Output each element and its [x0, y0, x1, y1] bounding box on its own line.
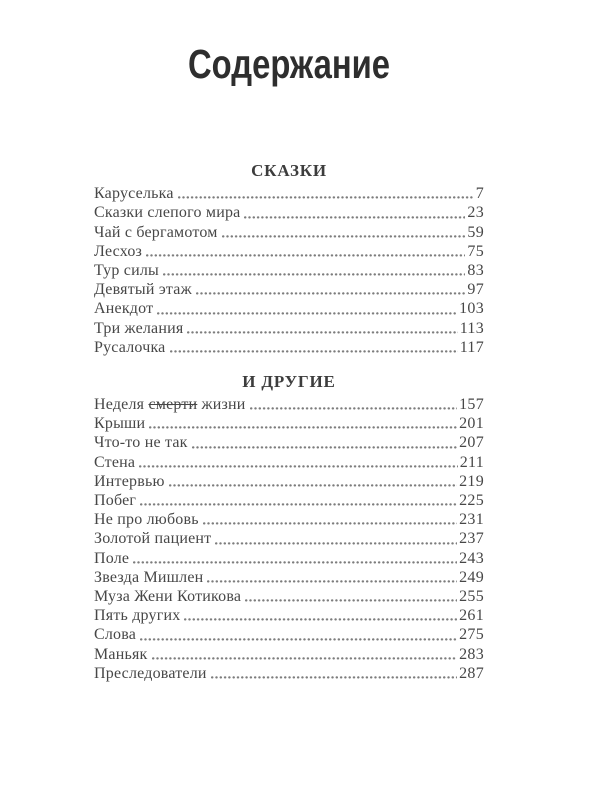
- entry-title: Сказки слепого мира: [94, 204, 241, 222]
- entry-page-number: 97: [467, 281, 484, 299]
- entry-title: Русалочка: [94, 338, 166, 356]
- toc-entry: [94, 242, 484, 261]
- dot-leader: [163, 273, 465, 276]
- dot-leader: [211, 676, 457, 679]
- entry-title: Интервью: [94, 472, 165, 490]
- toc-entry: [94, 529, 484, 548]
- toc-entry: [94, 549, 484, 568]
- entry-page-number: 275: [459, 626, 484, 644]
- entry-title: Золотой пациент: [94, 530, 212, 548]
- entry-title: Чай с бергамотом: [94, 223, 218, 241]
- entry-page-number: 113: [459, 319, 484, 337]
- dot-leader: [196, 292, 466, 295]
- toc-entry: [94, 491, 484, 510]
- entry-title: Анекдот: [94, 300, 154, 318]
- entry-page-number: 23: [467, 204, 484, 222]
- entry-page-number: 103: [459, 300, 484, 318]
- dot-leader: [178, 196, 474, 199]
- dot-leader: [203, 522, 457, 525]
- entry-title: Неделя смерти жизни: [94, 396, 246, 414]
- entry-title: Маньяк: [94, 645, 148, 663]
- entry-page-number: 287: [459, 664, 484, 682]
- book-page: [0, 40, 600, 790]
- section-entries: [94, 395, 484, 683]
- entry-page-number: 231: [459, 511, 484, 529]
- entry-page-number: 283: [459, 645, 484, 663]
- entry-title: Каруселька: [94, 185, 174, 203]
- toc-entry: [94, 414, 484, 433]
- toc-entry: [94, 338, 484, 357]
- entry-page-number: 237: [459, 530, 484, 548]
- entry-page-number: 243: [459, 549, 484, 567]
- toc-entry: [94, 203, 484, 222]
- dot-leader: [146, 254, 465, 257]
- toc-entry: [94, 645, 484, 664]
- dot-leader: [149, 426, 457, 429]
- toc-entry: [94, 625, 484, 644]
- entry-title: Муза Жени Котикова: [94, 588, 242, 606]
- entry-page-number: 255: [459, 588, 484, 606]
- dot-leader: [250, 407, 458, 410]
- toc-entry: [94, 664, 484, 683]
- toc-section: [94, 372, 484, 683]
- entry-page-number: 211: [459, 453, 484, 471]
- entry-title: Преследователи: [94, 664, 207, 682]
- dot-leader: [192, 446, 457, 449]
- dot-leader: [187, 331, 457, 334]
- page-title: Содержание: [187, 41, 391, 87]
- dot-leader: [140, 638, 457, 641]
- entry-title: Слова: [94, 626, 137, 644]
- entry-page-number: 207: [459, 434, 484, 452]
- toc-entry: [94, 453, 484, 472]
- toc-entry: [94, 261, 484, 280]
- entry-page-number: 219: [459, 472, 484, 490]
- entry-title: Звезда Мишлен: [94, 568, 204, 586]
- toc-section: [94, 161, 484, 357]
- toc-entry: [94, 568, 484, 587]
- entry-page-number: 157: [459, 396, 484, 414]
- section-entries: [94, 184, 484, 357]
- entry-page-number: 117: [459, 338, 484, 356]
- dot-leader: [207, 580, 457, 583]
- entry-title: Не про любовь: [94, 511, 199, 529]
- entry-title: Лесхоз: [94, 242, 143, 260]
- dot-leader: [157, 312, 457, 315]
- dot-leader: [184, 618, 457, 621]
- entry-title: Побег: [94, 492, 137, 510]
- entry-title: Тур силы: [94, 262, 159, 279]
- toc-entry: [94, 319, 484, 338]
- entry-title: Стена: [94, 453, 136, 471]
- dot-leader: [170, 350, 458, 353]
- section-heading: И ДРУГИЕ: [242, 372, 336, 392]
- dot-leader: [133, 561, 457, 564]
- toc-entry: [94, 223, 484, 242]
- toc-entry: [94, 299, 484, 318]
- toc-entry: [94, 587, 484, 606]
- table-of-contents: [94, 161, 484, 683]
- toc-entry: [94, 280, 484, 299]
- toc-entry: [94, 395, 484, 414]
- entry-title: Три желания: [94, 319, 184, 337]
- dot-leader: [244, 216, 465, 219]
- toc-entry: [94, 433, 484, 452]
- entry-page-number: 75: [467, 242, 484, 260]
- entry-title: Крыши: [94, 415, 146, 433]
- entry-page-number: 261: [459, 607, 484, 625]
- entry-title: Что-то не так: [94, 434, 188, 452]
- entry-title: Поле: [94, 549, 130, 567]
- entry-page-number: 249: [459, 568, 484, 586]
- toc-entry: [94, 606, 484, 625]
- dot-leader: [169, 484, 457, 487]
- dot-leader: [139, 465, 457, 468]
- toc-entry: [94, 510, 484, 529]
- dot-leader: [140, 503, 457, 506]
- dot-leader: [222, 235, 466, 238]
- dot-leader: [152, 657, 458, 660]
- entry-page-number: 7: [475, 185, 484, 203]
- entry-title: Пять других: [94, 607, 181, 625]
- struck-word: смерти: [148, 396, 198, 414]
- entry-title: Девятый этаж: [94, 281, 192, 299]
- entry-page-number: 59: [467, 223, 484, 241]
- section-heading: СКАЗКИ: [251, 161, 327, 181]
- entry-page-number: 83: [467, 262, 484, 279]
- entry-page-number: 225: [459, 492, 484, 510]
- entry-page-number: 201: [459, 415, 484, 433]
- dot-leader: [245, 599, 457, 602]
- toc-entry: [94, 472, 484, 491]
- toc-entry: [94, 184, 484, 203]
- dot-leader: [215, 542, 457, 545]
